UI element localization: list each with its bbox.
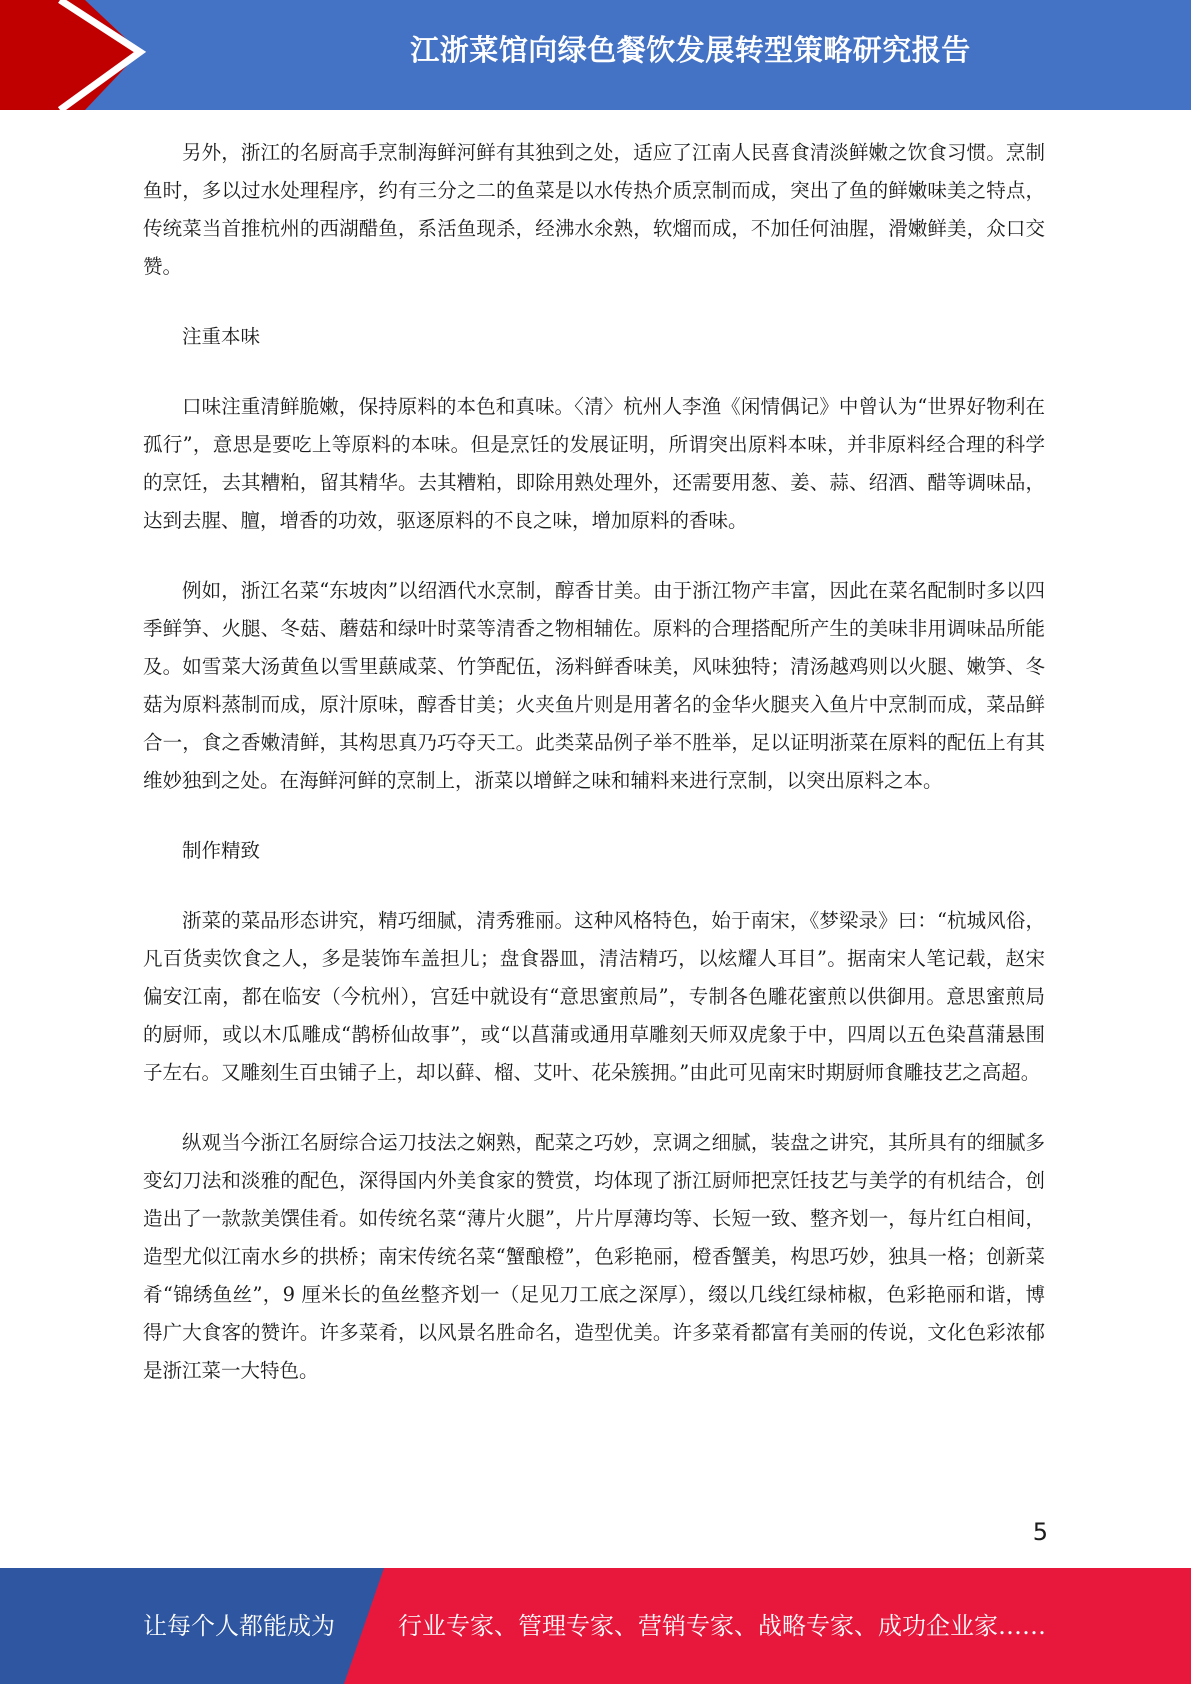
paragraph-seafood: 另外，浙江的名厨高手烹制海鲜河鲜有其独到之处，适应了江南人民喜食清淡鲜嫩之饮食习惯。烹制鱼时，多以过水处理程序，约有三分之二的鱼菜是以水传热介质烹制而成，突出了鱼的鲜嫩味美之特点，传统菜当首推杭州的西湖醋鱼，系活鱼现杀，经沸水氽熟，软熘而成，不加任何油腥，滑嫩鲜美，众口交赞。 [143,141,1045,278]
section-heading-fine-craft: 制作精致 [182,839,261,862]
paragraph-original-taste: 口味注重清鲜脆嫩，保持原料的本色和真味。〈清〉杭州人李渔《闲情偶记》中曾认为“世界好物利在孤行”，意思是要吃上等原料的本味。但是烹饪的发展证明，所谓突出原料本味，并非原料经合理的科学的烹饪，去其糟粕，留其精华。去其糟粕，即除用熟处理外，还需要用葱、姜、蒜、绍酒、醋等调味品，达到去腥、膻，增香的功效，驱逐原料的不良之味，增加原料的香味。 [143,395,1045,532]
header-arrow-decoration [0,0,160,110]
footer-slogan-right: 行业专家、管理专家、营销专家、战略专家、成功企业家…… [398,1612,1046,1640]
paragraph-knife-skills: 纵观当今浙江名厨综合运刀技法之娴熟，配菜之巧妙，烹调之细腻，装盘之讲究，其所具有的细腻多变幻刀法和淡雅的配色，深得国内外美食家的赞赏，均体现了浙江厨师把烹饪技艺与美学的有机结合，创造出了一款款美馔佳肴。如传统名菜“薄片火腿”，片片厚薄均等、长短一致、整齐划一，每片红白相间，造型尤似江南水乡的拱桥；南宋传统名菜“蟹酿橙”，色彩艳丽，橙香蟹美，构思巧妙，独具一格；创新菜肴“锦绣鱼丝”，9 厘米长的鱼丝整齐划一（足见刀工底之深厚），缀以几线红绿柿椒，色彩艳丽和谐，博得广大食客的赞许。许多菜肴，以风景名胜命名，造型优美。许多菜肴都富有美丽的传说，文化色彩浓郁是浙江菜一大特色。 [143,1131,1045,1382]
footer-slogan-left: 让每个人都能成为 [143,1612,335,1640]
section-heading-original-taste: 注重本味 [182,325,261,348]
page-number: 5 [1032,1518,1048,1546]
document-body [143,134,1045,1422]
paragraph-dongpo-pork: 例如，浙江名菜“东坡肉”以绍酒代水烹制，醇香甘美。由于浙江物产丰富，因此在菜名配制时多以四季鲜笋、火腿、冬菇、蘑菇和绿叶时菜等清香之物相辅佐。原料的合理搭配所产生的美味非用调味品所能及。如雪菜大汤黄鱼以雪里蕻咸菜、竹笋配伍，汤料鲜香味美，风味独特；清汤越鸡则以火腿、嫩笋、冬菇为原料蒸制而成，原汁原味，醇香甘美；火夹鱼片则是用著名的金华火腿夹入鱼片中烹制而成，菜品鲜合一，食之香嫩清鲜，其构思真乃巧夺天工。此类菜品例子举不胜举，足以证明浙菜在原料的配伍上有其维妙独到之处。在海鲜河鲜的烹制上，浙菜以增鲜之味和辅料来进行烹制，以突出原料之本。 [143,579,1045,792]
paragraph-southern-song: 浙菜的菜品形态讲究，精巧细腻，清秀雅丽。这种风格特色，始于南宋，《梦梁录》曰：“杭城风俗，凡百货卖饮食之人，多是装饰车盖担儿；盘食器皿，清洁精巧，以炫耀人耳目”。据南宋人笔记载，赵宋偏安江南，都在临安（今杭州），宫廷中就设有“意思蜜煎局”，专制各色雕花蜜煎以供御用。意思蜜煎局的厨师，或以木瓜雕成“鹊桥仙故事”，或“以菖蒲或通用草雕刻天师双虎象于中，四周以五色染菖蒲悬围子左右。又雕刻生百虫铺子上，却以藓、榴、艾叶、花朵簇拥。”由此可见南宋时期厨师食雕技艺之高超。 [143,909,1045,1084]
page-header [0,0,1191,110]
report-title: 江浙菜馆向绿色餐饮发展转型策略研究报告 [410,33,971,67]
page-footer [0,1568,1191,1684]
